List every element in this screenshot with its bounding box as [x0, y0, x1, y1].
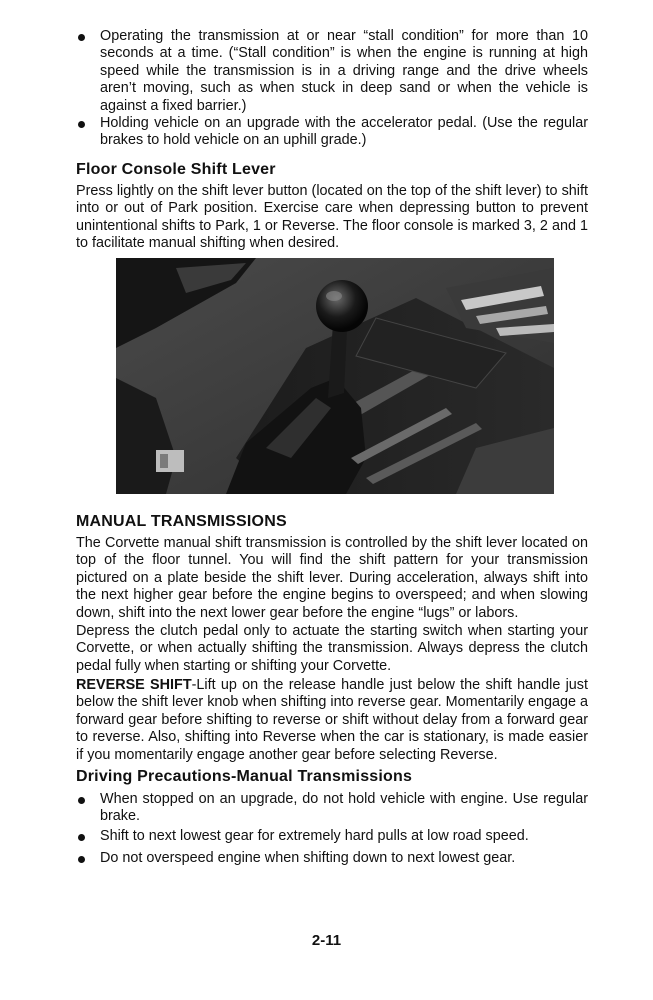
bullet-icon — [78, 797, 85, 804]
bullet-text: Shift to next lowest gear for extremely hard pulls at low road speed. — [100, 828, 529, 844]
section-heading-manual-transmissions: MANUAL TRANSMISSIONS — [76, 513, 287, 530]
bullet-text: Holding vehicle on an upgrade with the accelerator pedal. (Use the regular brakes to hold vehicle on an uphill grade.) — [100, 115, 588, 149]
bullet-icon — [78, 834, 85, 841]
list-item — [76, 115, 588, 150]
manual-paragraph-1: The Corvette manual shift transmission is controlled by the shift lever located on top of the floor tunnel. You will find the shift pattern for your transmission pictured on a plate beside the shift lever. During acceleration, always shift into the next higher gear before the engine begins to overspeed; and when slowing down, shift into the next lower gear before the engine “lugs” or labors. — [76, 535, 588, 621]
bullet-icon — [78, 34, 85, 41]
bullet-text: Operating the transmission at or near “stall condition” for more than 10 seconds at a time. (“Stall condition” is when the engine is running at high speed while the transmission is in a driving range and the drive wheels aren’t moving, such as when stuck in deep sand or when the vehicle is against a fixed barrier.) — [100, 28, 588, 114]
section-heading-driving-precautions: Driving Precautions-Manual Transmissions — [76, 768, 413, 785]
section-heading-floor-console: Floor Console Shift Lever — [76, 161, 276, 178]
reverse-shift-text: -Lift up on the release handle just below the shift handle just below the shift lever knob when shifting into reverse gear. Momentarily engage a forward gear before shifting to reverse or shift without delay from a forward gear to reverse. Also, shifting into Reverse when the car is stationary, is made easier if you momentarily engage another gear before selecting Reverse. — [76, 677, 588, 763]
reverse-shift-paragraph — [76, 677, 588, 764]
list-item — [76, 850, 588, 867]
list-item — [76, 828, 588, 845]
list-item — [76, 28, 588, 115]
bullet-icon — [78, 121, 85, 128]
bullet-text: Do not overspeed engine when shifting down to next lowest gear. — [100, 850, 516, 866]
bullet-text: When stopped on an upgrade, do not hold vehicle with engine. Use regular brake. — [100, 791, 588, 825]
list-item — [76, 791, 588, 826]
floor-console-paragraph: Press lightly on the shift lever button (located on the top of the shift lever) to shift into or out of Park position. Exercise care when depressing button to prevent unintentional shifts to Park, 1 or Reverse. The floor console is marked 3, 2 and 1 to facilitate manual shifting when desired. — [76, 183, 588, 252]
manual-paragraph-2: Depress the clutch pedal only to actuate the starting switch when starting your Corvette, or when actually shifting the transmission. Always depress the clutch pedal fully when starting or shifting your Corvette. — [76, 623, 588, 674]
shift-lever-photo — [116, 258, 554, 494]
page-number: 2-11 — [311, 932, 342, 949]
bullet-icon — [78, 856, 85, 863]
reverse-shift-label: REVERSE SHIFT — [76, 677, 192, 693]
